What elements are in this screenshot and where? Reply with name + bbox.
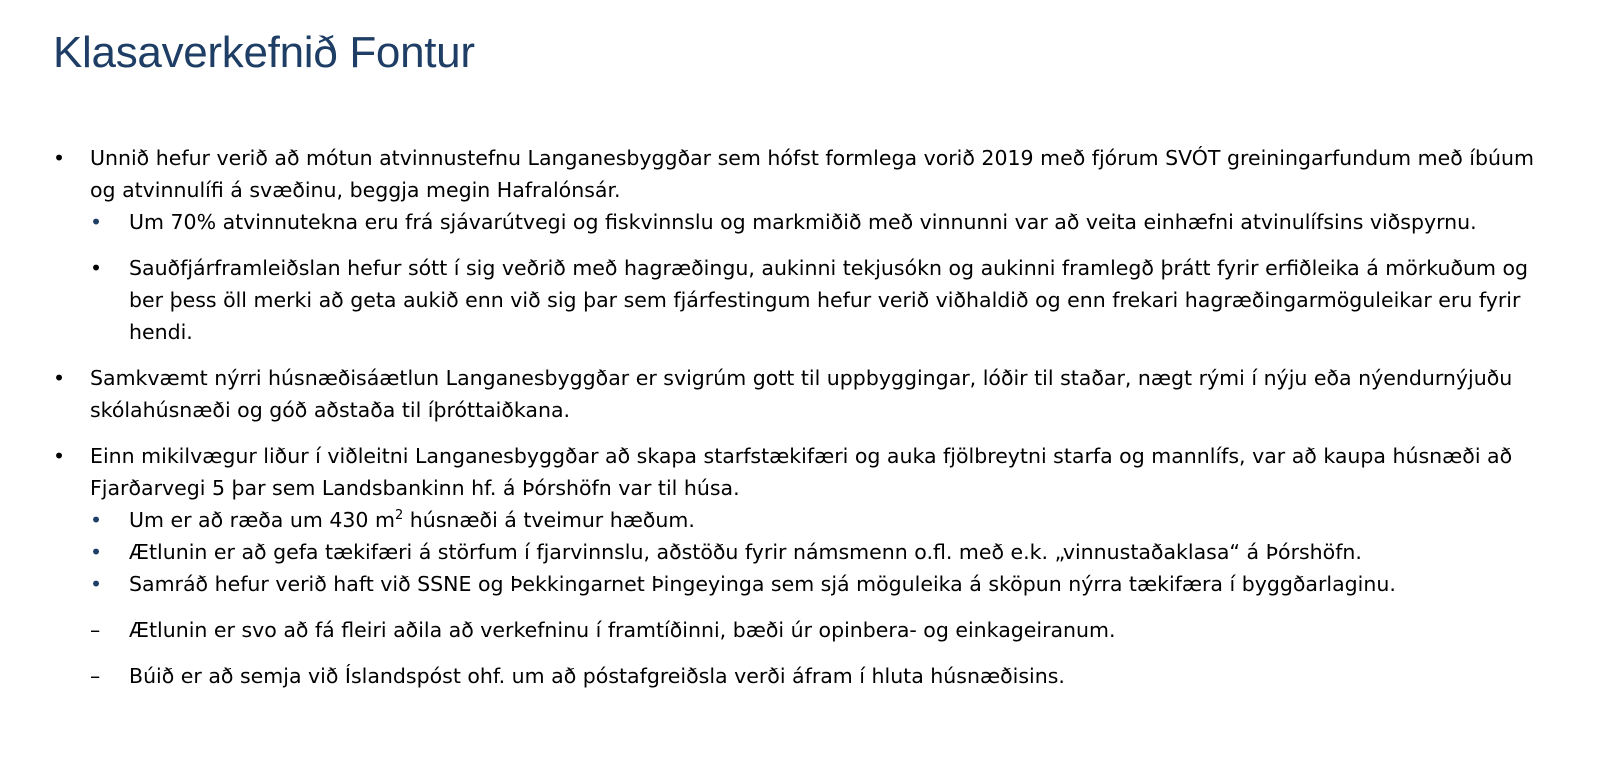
bullet-item-level-2	[53, 504, 1543, 536]
bullet-text	[90, 444, 1512, 500]
bullet-icon: •	[90, 540, 103, 564]
bullet-text	[129, 508, 695, 532]
bullet-text	[129, 540, 1362, 564]
superscript: 2	[394, 508, 404, 524]
bullet-item-level-2	[53, 660, 1543, 692]
bullet-text-main: Einn mikilvægur liður í viðleitni Langanesbyggðar að skapa starfstækifæri og auka fjölbreytni starfa og mannlífs, var að kaupa húsnæði að Fjarðarvegi 5 þar sem Landsbankinn hf. á Þórshöfn var til húsa.	[90, 444, 1513, 500]
bullet-text-after: húsnæði á tveimur hæðum.	[403, 508, 695, 532]
bullet-text	[129, 256, 1528, 344]
bullet-text	[129, 210, 1477, 234]
bullet-text-main: Sauðfjárframleiðslan hefur sótt í sig veðrið með hagræðingu, aukinni tekjusókn og aukinni framlegð þrátt fyrir erfiðleika á mörkuðum og ber þess öll merki að geta aukið enn við sig þar sem fjárfestingum hefur verið viðhaldið og enn frekari hagræðingarmöguleikar eru fyrir hendi.	[129, 256, 1529, 344]
bullet-item-level-1	[53, 362, 1543, 426]
bullet-icon: •	[90, 572, 103, 596]
bullet-icon: •	[53, 366, 66, 390]
dash-bullet-icon: –	[90, 618, 101, 642]
slide-title: Klasaverkefnið Fontur	[53, 28, 475, 77]
bullet-icon: •	[90, 508, 103, 532]
bullet-item-level-2	[53, 536, 1543, 568]
bullet-text-main: Unnið hefur verið að mótun atvinnustefnu Langanesbyggðar sem hófst formlega vorið 2019 með fjórum SVÓT greiningarfundum með íbúum og atvinnulífi á svæðinu, beggja megin Hafralónsár.	[90, 146, 1534, 202]
bullet-icon: •	[90, 256, 103, 280]
bullet-text-main: Ætlunin er að gefa tækifæri á störfum í fjarvinnslu, aðstöðu fyrir námsmenn o.fl. með e.k. „vinnustaðaklasa“ á Þórshöfn.	[129, 540, 1362, 564]
bullet-text-main: Um er að ræða um 430 m	[129, 508, 395, 532]
bullet-text	[90, 146, 1534, 202]
bullet-text	[129, 664, 1065, 688]
bullet-text-main: Ætlunin er svo að fá fleiri aðila að verkefninu í framtíðinni, bæði úr opinbera- og einkageiranum.	[129, 618, 1116, 642]
bullet-text	[129, 618, 1116, 642]
bullet-item-level-2	[53, 568, 1543, 600]
dash-bullet-icon: –	[90, 664, 101, 688]
bullet-text	[90, 366, 1512, 422]
bullet-text-main: Um 70% atvinnutekna eru frá sjávarútvegi og fiskvinnslu og markmiðið með vinnunni var að veita einhæfni atvinulífsins viðspyrnu.	[129, 210, 1477, 234]
bullet-text	[129, 572, 1396, 596]
bullet-text-main: Samkvæmt nýrri húsnæðisáætlun Langanesbyggðar er svigrúm gott til uppbyggingar, lóðir til staðar, nægt rými í nýju eða nýendurnýjuðu skólahúsnæði og góð aðstaða til íþróttaiðkana.	[90, 366, 1513, 422]
bullet-item-level-2	[53, 252, 1543, 348]
bullet-icon: •	[90, 210, 103, 234]
bullet-item-level-2	[53, 206, 1543, 238]
bullet-list	[53, 142, 1543, 692]
bullet-text-main: Samráð hefur verið haft við SSNE og Þekkingarnet Þingeyinga sem sjá möguleika á sköpun nýrra tækifæra í byggðarlaginu.	[129, 572, 1396, 596]
bullet-item-level-2	[53, 614, 1543, 646]
bullet-item-level-1	[53, 440, 1543, 504]
bullet-icon: •	[53, 444, 66, 468]
bullet-item-level-1	[53, 142, 1543, 206]
bullet-text-main: Búið er að semja við Íslandspóst ohf. um að póstafgreiðsla verði áfram í hluta húsnæðisins.	[129, 664, 1065, 688]
bullet-icon: •	[53, 146, 66, 170]
